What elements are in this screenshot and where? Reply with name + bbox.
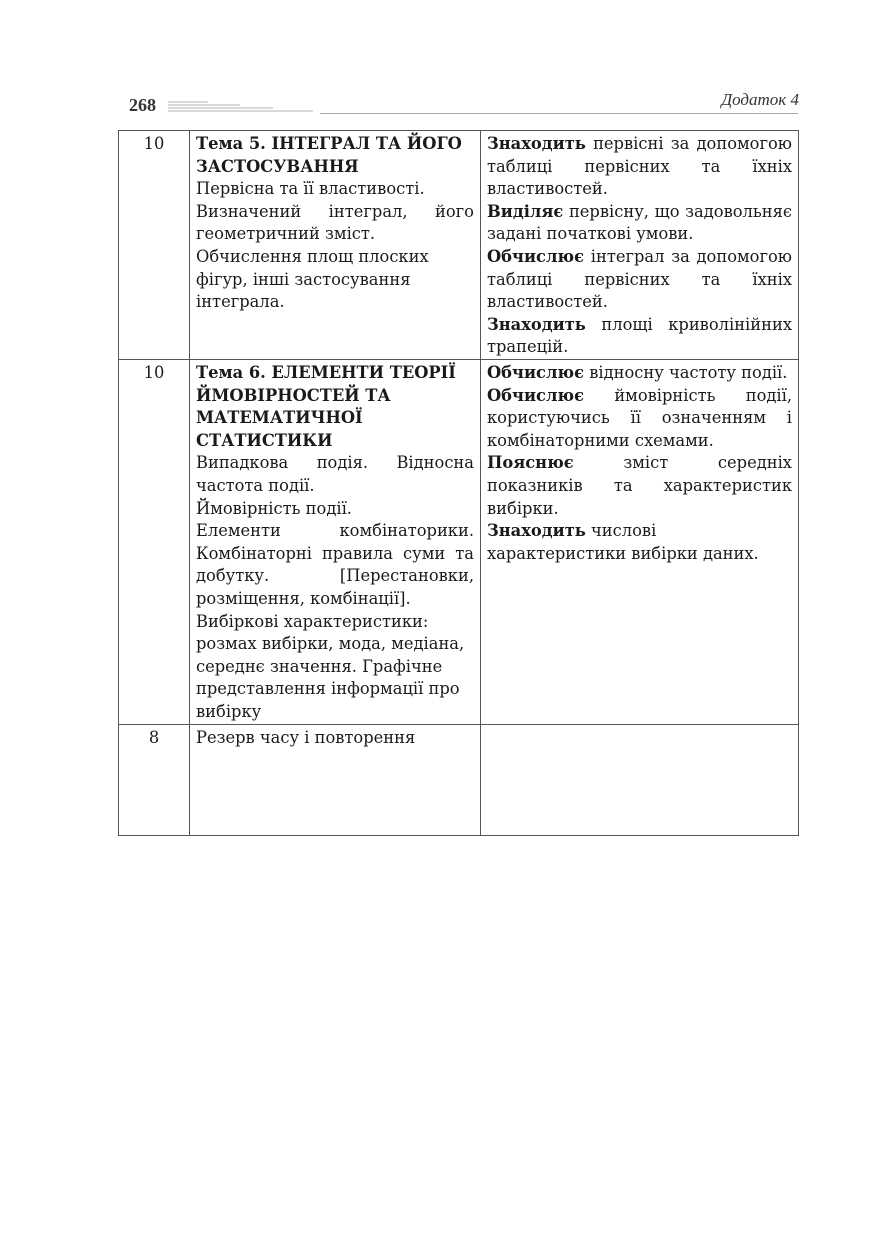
topic-text: Ймовірність події. (196, 498, 352, 518)
hours-cell: 8 (119, 724, 190, 835)
topic-text: Елементи комбінаторики. Комбінаторні правила суми та добутку. [Перестановки, розміщення, комбінації]. (196, 521, 474, 608)
requirement-item (487, 246, 792, 314)
requirement-item (487, 385, 792, 453)
decorative-lines (168, 100, 318, 114)
curriculum-table (118, 130, 799, 836)
requirement-item (487, 314, 792, 359)
requirement-text: площі криволінійних трапецій. (487, 314, 792, 357)
requirement-item (487, 362, 792, 385)
requirement-text: первісну, що задовольняє задані початкові умови. (487, 201, 792, 244)
hours-cell: 10 (119, 131, 190, 360)
requirement-verb: Обчислює (487, 246, 585, 266)
table-row (119, 131, 799, 360)
requirement-text: ймовірність події, користуючись її означенням і комбінаторними схемами. (487, 385, 792, 450)
topic-text: Первісна та її властивості. (196, 179, 425, 199)
requirement-item (487, 452, 792, 520)
requirement-text: числові характеристики вибірки даних. (487, 521, 759, 563)
requirement-text: зміст середніх показників та характеристик вибірки. (487, 453, 792, 518)
requirement-verb: Знаходить (487, 134, 586, 153)
requirements-cell (481, 724, 799, 835)
topic-text: Визначений інтеграл, його геометричний зміст. (196, 201, 474, 244)
requirement-verb: Обчислює (487, 385, 585, 405)
requirement-verb: Знаходить (487, 521, 586, 541)
requirement-item (487, 520, 792, 565)
topic-title: Тема 5. ІНТЕГРАЛ ТА ЙОГО ЗАСТОСУВАННЯ (196, 134, 462, 176)
table-row (119, 724, 799, 835)
topic-text: Резерв часу і повторення (196, 727, 416, 747)
requirement-verb: Знаходить (487, 314, 586, 334)
requirement-verb: Виділяє (487, 201, 564, 221)
topic-cell (190, 131, 481, 360)
hours-cell: 10 (119, 360, 190, 725)
requirements-cell (481, 360, 799, 725)
requirements-cell (481, 131, 799, 360)
topic-text: Обчислення площ плоских фігур, інші застосування інтеграла. (196, 246, 429, 312)
topic-text: Випадкова подія. Відносна частота події. (196, 453, 474, 495)
topic-title: Тема 6. ЕЛЕМЕНТИ ТЕОРІЇ ЙМОВІРНОСТЕЙ ТА МАТЕМАТИЧНОЇ СТАТИСТИКИ (196, 363, 456, 450)
page-number: 268 (129, 95, 156, 115)
table-row (119, 360, 799, 725)
requirement-verb: Пояснює (487, 453, 574, 473)
header-rule (320, 113, 798, 114)
requirement-text: відносну частоту події. (589, 363, 788, 382)
requirement-item (487, 201, 792, 246)
requirement-verb: Обчислює (487, 363, 585, 382)
topic-text: Вибіркові характеристики: розмах вибірки, мода, медіана, середнє значення. Графічне представлення інформації про вибірку (196, 611, 465, 721)
requirement-text: інтеграл за допомогою таблиці первісних та їхніх властивостей. (487, 246, 792, 312)
running-header: Додаток 4 (721, 90, 799, 109)
requirement-item (487, 133, 792, 201)
topic-cell (190, 724, 481, 835)
requirement-text: первісні за допомогою таблиці первісних та їхніх властивостей. (487, 134, 792, 199)
topic-cell (190, 360, 481, 725)
